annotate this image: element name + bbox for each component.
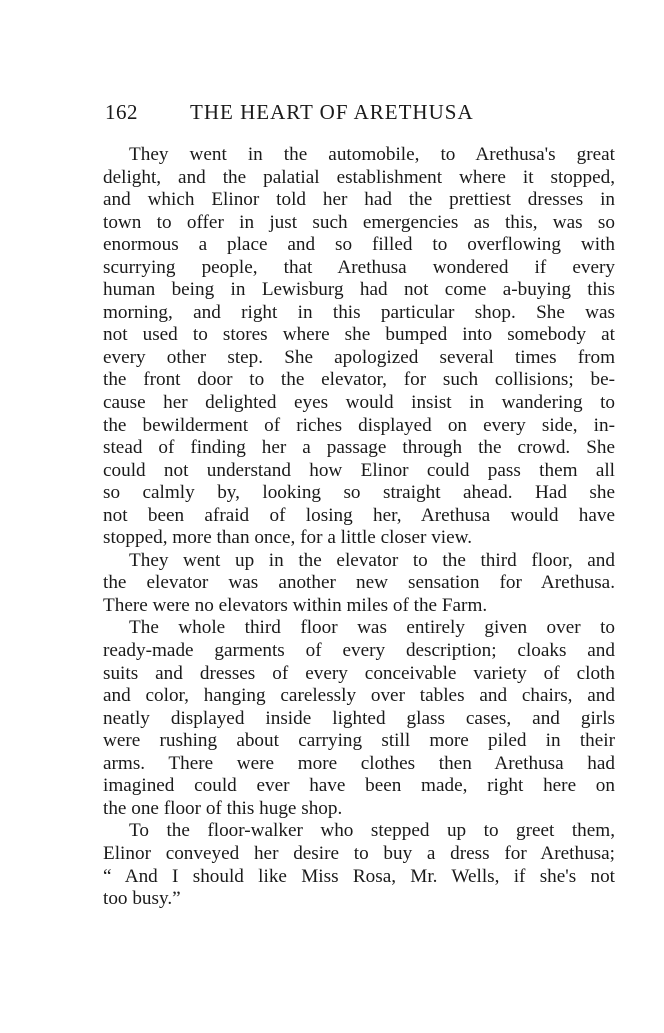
text-line: The whole third floor was entirely given over to bbox=[129, 617, 615, 639]
text-line: not used to stores where she bumped into somebody at bbox=[103, 324, 615, 346]
text-line: town to offer in just such emergencies as this, was so bbox=[103, 211, 615, 233]
text-line: the bewilderment of riches displayed on every side, in- bbox=[103, 414, 615, 436]
text-line: imagined could ever have been made, right here on bbox=[103, 775, 615, 797]
text-line: There were no elevators within miles of the Farm. bbox=[103, 594, 488, 616]
text-line: the elevator was another new sensation for Arethusa. bbox=[103, 572, 615, 594]
paragraph bbox=[103, 617, 615, 820]
book-page bbox=[103, 100, 615, 911]
text-line: ready-made garments of every description; cloaks and bbox=[103, 640, 615, 662]
text-line: every other step. She apologized several times from bbox=[103, 346, 615, 368]
text-line: so calmly by, looking so straight ahead. Had she bbox=[103, 482, 615, 504]
paragraph bbox=[103, 144, 615, 550]
text-line: and which Elinor told her had the prettiest dresses in bbox=[103, 189, 615, 211]
text-line: neatly displayed inside lighted glass cases, and girls bbox=[103, 707, 615, 729]
text-line: “ And I should like Miss Rosa, Mr. Wells, if she's not bbox=[103, 865, 615, 887]
text-line: human being in Lewisburg had not come a-buying this bbox=[103, 279, 615, 301]
text-line: were rushing about carrying still more piled in their bbox=[103, 730, 615, 752]
text-line: scurrying people, that Arethusa wondered if every bbox=[103, 256, 615, 278]
text-line: suits and dresses of every conceivable variety of cloth bbox=[103, 662, 615, 684]
text-line: not been afraid of losing her, Arethusa would have bbox=[103, 504, 615, 526]
text-line: Elinor conveyed her desire to buy a dress for Arethusa; bbox=[103, 842, 615, 864]
text-line: and color, hanging carelessly over tables and chairs, and bbox=[103, 685, 615, 707]
text-line: the front door to the elevator, for such collisions; be- bbox=[103, 369, 615, 391]
text-line: To the floor-walker who stepped up to greet them, bbox=[129, 820, 615, 842]
text-line: morning, and right in this particular shop. She was bbox=[103, 301, 615, 323]
text-line: They went in the automobile, to Arethusa's great bbox=[129, 144, 615, 165]
text-line: They went up in the elevator to the third floor, and bbox=[129, 549, 615, 571]
text-line: enormous a place and so filled to overflowing with bbox=[103, 234, 615, 256]
text-line: stopped, more than once, for a little closer view. bbox=[103, 527, 473, 549]
running-head bbox=[103, 100, 615, 132]
text-line: could not understand how Elinor could pass them all bbox=[103, 459, 615, 481]
text-line: delight, and the palatial establishment where it stopped, bbox=[103, 166, 615, 188]
text-line: cause her delighted eyes would insist in wandering to bbox=[103, 392, 615, 414]
paragraph bbox=[103, 820, 615, 910]
text-line: too busy.” bbox=[103, 888, 181, 910]
text-line: stead of finding her a passage through the crowd. She bbox=[103, 437, 615, 459]
text-line: arms. There were more clothes then Arethusa had bbox=[103, 752, 615, 774]
paragraph bbox=[103, 550, 615, 618]
text-line: the one floor of this huge shop. bbox=[103, 797, 343, 819]
book-title: THE HEART OF ARETHUSA bbox=[190, 100, 474, 124]
page-number: 162 bbox=[105, 100, 138, 124]
body-text bbox=[103, 144, 615, 911]
